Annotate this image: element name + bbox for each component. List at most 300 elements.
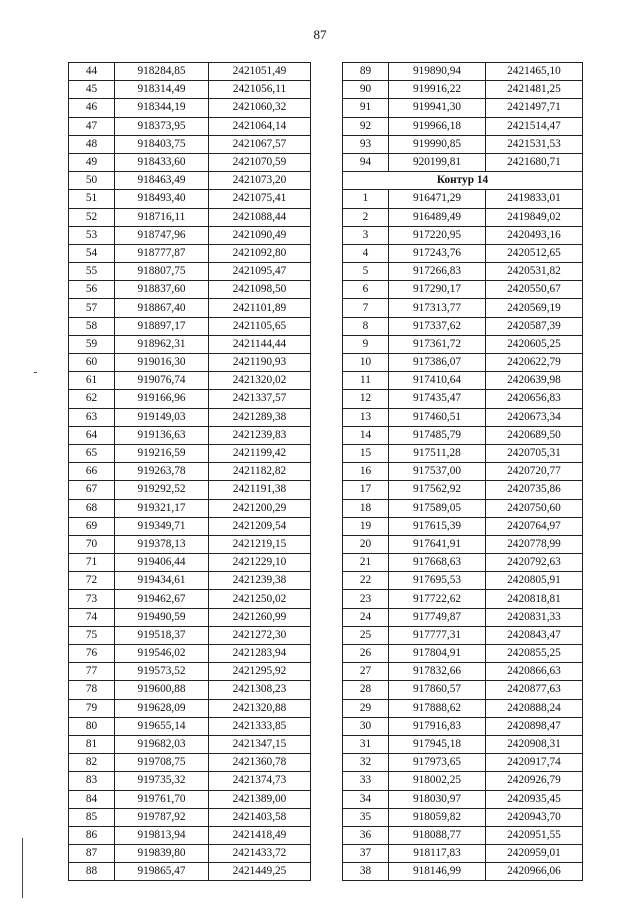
table-row	[343, 317, 583, 335]
y-coordinate-cell: 2421680,71	[486, 153, 583, 171]
point-number-cell: 91	[343, 99, 389, 117]
point-number-cell: 27	[343, 663, 389, 681]
y-coordinate-cell: 2421191,38	[209, 481, 311, 499]
point-number-cell: 90	[343, 81, 389, 99]
x-coordinate-cell: 917832,66	[389, 663, 486, 681]
point-number-cell: 66	[69, 463, 115, 481]
table-row	[69, 572, 311, 590]
point-number-cell: 76	[69, 645, 115, 663]
table-row	[69, 481, 311, 499]
y-coordinate-cell: 2421403,58	[209, 808, 311, 826]
x-coordinate-cell: 917410,64	[389, 372, 486, 390]
page-number: 87	[313, 27, 327, 42]
section-header-row	[343, 172, 583, 190]
point-number-cell: 53	[69, 226, 115, 244]
x-coordinate-cell: 917511,28	[389, 444, 486, 462]
y-coordinate-cell: 2421088,44	[209, 208, 311, 226]
point-number-cell: 82	[69, 754, 115, 772]
y-coordinate-cell: 2420917,74	[486, 754, 583, 772]
y-coordinate-cell: 2421056,11	[209, 81, 311, 99]
y-coordinate-cell: 2421105,65	[209, 317, 311, 335]
point-number-cell: 79	[69, 699, 115, 717]
table-row	[343, 99, 583, 117]
x-coordinate-cell: 917804,91	[389, 645, 486, 663]
table-row	[343, 299, 583, 317]
table-row	[343, 354, 583, 372]
x-coordinate-cell: 919263,78	[115, 463, 209, 481]
y-coordinate-cell: 2419833,01	[486, 190, 583, 208]
x-coordinate-cell: 918716,11	[115, 208, 209, 226]
y-coordinate-cell: 2421308,23	[209, 681, 311, 699]
section-title: Контур 14	[343, 172, 583, 190]
x-coordinate-cell: 918403,75	[115, 135, 209, 153]
point-number-cell: 36	[343, 826, 389, 844]
y-coordinate-cell: 2420750,60	[486, 499, 583, 517]
y-coordinate-cell: 2421092,80	[209, 244, 311, 262]
x-coordinate-cell: 917973,65	[389, 754, 486, 772]
table-row	[69, 645, 311, 663]
table-row	[343, 826, 583, 844]
y-coordinate-cell: 2421090,49	[209, 226, 311, 244]
y-coordinate-cell: 2421101,89	[209, 299, 311, 317]
point-number-cell: 45	[69, 81, 115, 99]
x-coordinate-cell: 919573,52	[115, 663, 209, 681]
table-row	[69, 772, 311, 790]
point-number-cell: 44	[69, 63, 115, 81]
point-number-cell: 56	[69, 281, 115, 299]
x-coordinate-cell: 917266,83	[389, 263, 486, 281]
table-row	[343, 190, 583, 208]
y-coordinate-cell: 2420705,31	[486, 444, 583, 462]
x-coordinate-cell: 919546,02	[115, 645, 209, 663]
x-coordinate-cell: 918897,17	[115, 317, 209, 335]
y-coordinate-cell: 2421182,82	[209, 463, 311, 481]
y-coordinate-cell: 2420818,81	[486, 590, 583, 608]
x-coordinate-cell: 919600,88	[115, 681, 209, 699]
y-coordinate-cell: 2421219,15	[209, 535, 311, 553]
point-number-cell: 84	[69, 790, 115, 808]
x-coordinate-cell: 919149,03	[115, 408, 209, 426]
table-row	[69, 426, 311, 444]
y-coordinate-cell: 2421418,49	[209, 826, 311, 844]
y-coordinate-cell: 2420959,01	[486, 845, 583, 863]
x-coordinate-cell: 917749,87	[389, 608, 486, 626]
point-number-cell: 61	[69, 372, 115, 390]
y-coordinate-cell: 2420569,19	[486, 299, 583, 317]
point-number-cell: 10	[343, 354, 389, 372]
table-row	[343, 63, 583, 81]
y-coordinate-cell: 2420673,34	[486, 408, 583, 426]
point-number-cell: 50	[69, 172, 115, 190]
y-coordinate-cell: 2420898,47	[486, 717, 583, 735]
x-coordinate-cell: 918117,83	[389, 845, 486, 863]
table-row	[343, 426, 583, 444]
x-coordinate-cell: 919990,85	[389, 135, 486, 153]
y-coordinate-cell: 2420764,97	[486, 517, 583, 535]
y-coordinate-cell: 2421481,25	[486, 81, 583, 99]
y-coordinate-cell: 2420605,25	[486, 335, 583, 353]
x-coordinate-cell: 919708,75	[115, 754, 209, 772]
y-coordinate-cell: 2421531,53	[486, 135, 583, 153]
x-coordinate-cell: 919136,63	[115, 426, 209, 444]
stray-mark	[34, 372, 37, 373]
point-number-cell: 75	[69, 626, 115, 644]
point-number-cell: 94	[343, 153, 389, 171]
table-row	[343, 554, 583, 572]
x-coordinate-cell: 917537,00	[389, 463, 486, 481]
y-coordinate-cell: 2420926,79	[486, 772, 583, 790]
point-number-cell: 7	[343, 299, 389, 317]
point-number-cell: 31	[343, 735, 389, 753]
x-coordinate-cell: 919890,94	[389, 63, 486, 81]
point-number-cell: 4	[343, 244, 389, 262]
y-coordinate-cell: 2420512,65	[486, 244, 583, 262]
x-coordinate-cell: 917777,31	[389, 626, 486, 644]
y-coordinate-cell: 2421239,83	[209, 426, 311, 444]
y-coordinate-cell: 2420866,63	[486, 663, 583, 681]
table-row	[69, 372, 311, 390]
point-number-cell: 33	[343, 772, 389, 790]
point-number-cell: 83	[69, 772, 115, 790]
table-row	[69, 717, 311, 735]
y-coordinate-cell: 2420639,98	[486, 372, 583, 390]
x-coordinate-cell: 917722,62	[389, 590, 486, 608]
x-coordinate-cell: 918088,77	[389, 826, 486, 844]
point-number-cell: 19	[343, 517, 389, 535]
point-number-cell: 88	[69, 863, 115, 881]
point-number-cell: 30	[343, 717, 389, 735]
y-coordinate-cell: 2420587,39	[486, 317, 583, 335]
x-coordinate-cell: 919378,13	[115, 535, 209, 553]
y-coordinate-cell: 2420720,77	[486, 463, 583, 481]
y-coordinate-cell: 2421514,47	[486, 117, 583, 135]
table-row	[343, 626, 583, 644]
table-row	[343, 790, 583, 808]
point-number-cell: 25	[343, 626, 389, 644]
x-coordinate-cell: 917361,72	[389, 335, 486, 353]
x-coordinate-cell: 917562,92	[389, 481, 486, 499]
table-row	[343, 263, 583, 281]
x-coordinate-cell: 918837,60	[115, 281, 209, 299]
point-number-cell: 35	[343, 808, 389, 826]
point-number-cell: 34	[343, 790, 389, 808]
point-number-cell: 80	[69, 717, 115, 735]
y-coordinate-cell: 2420935,45	[486, 790, 583, 808]
table-row	[69, 463, 311, 481]
point-number-cell: 3	[343, 226, 389, 244]
x-coordinate-cell: 917485,79	[389, 426, 486, 444]
point-number-cell: 47	[69, 117, 115, 135]
point-number-cell: 64	[69, 426, 115, 444]
table-row	[69, 554, 311, 572]
y-coordinate-cell: 2421433,72	[209, 845, 311, 863]
table-row	[69, 444, 311, 462]
point-number-cell: 1	[343, 190, 389, 208]
y-coordinate-cell: 2421360,78	[209, 754, 311, 772]
table-row	[69, 281, 311, 299]
table-row	[69, 790, 311, 808]
table-row	[343, 281, 583, 299]
x-coordinate-cell: 918962,31	[115, 335, 209, 353]
y-coordinate-cell: 2421295,92	[209, 663, 311, 681]
x-coordinate-cell: 918747,96	[115, 226, 209, 244]
y-coordinate-cell: 2421320,02	[209, 372, 311, 390]
x-coordinate-cell: 918344,19	[115, 99, 209, 117]
x-coordinate-cell: 919016,30	[115, 354, 209, 372]
point-number-cell: 57	[69, 299, 115, 317]
x-coordinate-cell: 918777,87	[115, 244, 209, 262]
y-coordinate-cell: 2421449,25	[209, 863, 311, 881]
y-coordinate-cell: 2421333,85	[209, 717, 311, 735]
x-coordinate-cell: 916489,49	[389, 208, 486, 226]
point-number-cell: 11	[343, 372, 389, 390]
y-coordinate-cell: 2421067,57	[209, 135, 311, 153]
x-coordinate-cell: 917589,05	[389, 499, 486, 517]
x-coordinate-cell: 919839,80	[115, 845, 209, 863]
x-coordinate-cell: 917945,18	[389, 735, 486, 753]
coordinates-table-right	[342, 62, 583, 881]
y-coordinate-cell: 2421283,94	[209, 645, 311, 663]
y-coordinate-cell: 2420735,86	[486, 481, 583, 499]
table-row	[69, 845, 311, 863]
table-row	[69, 117, 311, 135]
y-coordinate-cell: 2420831,33	[486, 608, 583, 626]
y-coordinate-cell: 2420778,99	[486, 535, 583, 553]
table-row	[343, 863, 583, 881]
y-coordinate-cell: 2420877,63	[486, 681, 583, 699]
table-row	[69, 354, 311, 372]
table-row	[343, 681, 583, 699]
x-coordinate-cell: 918314,49	[115, 81, 209, 99]
table-row	[69, 335, 311, 353]
table-row	[343, 535, 583, 553]
x-coordinate-cell: 917860,57	[389, 681, 486, 699]
table-row	[69, 63, 311, 81]
y-coordinate-cell: 2421075,41	[209, 190, 311, 208]
x-coordinate-cell: 917435,47	[389, 390, 486, 408]
y-coordinate-cell: 2421239,38	[209, 572, 311, 590]
point-number-cell: 14	[343, 426, 389, 444]
point-number-cell: 23	[343, 590, 389, 608]
table-row	[343, 645, 583, 663]
y-coordinate-cell: 2420550,67	[486, 281, 583, 299]
table-row	[69, 499, 311, 517]
x-coordinate-cell: 917337,62	[389, 317, 486, 335]
point-number-cell: 74	[69, 608, 115, 626]
y-coordinate-cell: 2421060,32	[209, 99, 311, 117]
point-number-cell: 20	[343, 535, 389, 553]
table-row	[343, 372, 583, 390]
table-row	[69, 299, 311, 317]
point-number-cell: 63	[69, 408, 115, 426]
point-number-cell: 21	[343, 554, 389, 572]
point-number-cell: 52	[69, 208, 115, 226]
table-row	[343, 754, 583, 772]
point-number-cell: 24	[343, 608, 389, 626]
x-coordinate-cell: 919655,14	[115, 717, 209, 735]
x-coordinate-cell: 919406,44	[115, 554, 209, 572]
y-coordinate-cell: 2421497,71	[486, 99, 583, 117]
x-coordinate-cell: 918002,25	[389, 772, 486, 790]
point-number-cell: 55	[69, 263, 115, 281]
x-coordinate-cell: 917615,39	[389, 517, 486, 535]
y-coordinate-cell: 2421250,02	[209, 590, 311, 608]
point-number-cell: 26	[343, 645, 389, 663]
y-coordinate-cell: 2421098,50	[209, 281, 311, 299]
y-coordinate-cell: 2421229,10	[209, 554, 311, 572]
y-coordinate-cell: 2421070,59	[209, 153, 311, 171]
x-coordinate-cell: 919761,70	[115, 790, 209, 808]
x-coordinate-cell: 919787,92	[115, 808, 209, 826]
table-row	[69, 626, 311, 644]
table-row	[69, 135, 311, 153]
table-row	[69, 517, 311, 535]
point-number-cell: 62	[69, 390, 115, 408]
x-coordinate-cell: 917668,63	[389, 554, 486, 572]
point-number-cell: 29	[343, 699, 389, 717]
point-number-cell: 58	[69, 317, 115, 335]
y-coordinate-cell: 2420843,47	[486, 626, 583, 644]
x-coordinate-cell: 919166,96	[115, 390, 209, 408]
table-row	[69, 826, 311, 844]
point-number-cell: 18	[343, 499, 389, 517]
x-coordinate-cell: 919916,22	[389, 81, 486, 99]
y-coordinate-cell: 2421190,93	[209, 354, 311, 372]
y-coordinate-cell: 2421209,54	[209, 517, 311, 535]
x-coordinate-cell: 917290,17	[389, 281, 486, 299]
y-coordinate-cell: 2421095,47	[209, 263, 311, 281]
y-coordinate-cell: 2421272,30	[209, 626, 311, 644]
y-coordinate-cell: 2421199,42	[209, 444, 311, 462]
x-coordinate-cell: 919682,03	[115, 735, 209, 753]
point-number-cell: 70	[69, 535, 115, 553]
point-number-cell: 32	[343, 754, 389, 772]
point-number-cell: 48	[69, 135, 115, 153]
table-row	[69, 663, 311, 681]
x-coordinate-cell: 919518,37	[115, 626, 209, 644]
x-coordinate-cell: 916471,29	[389, 190, 486, 208]
table-row	[343, 481, 583, 499]
table-row	[343, 517, 583, 535]
point-number-cell: 22	[343, 572, 389, 590]
x-coordinate-cell: 917460,51	[389, 408, 486, 426]
table-row	[343, 226, 583, 244]
table-row	[69, 535, 311, 553]
y-coordinate-cell: 2420855,25	[486, 645, 583, 663]
point-number-cell: 8	[343, 317, 389, 335]
margin-line	[22, 838, 23, 898]
point-number-cell: 51	[69, 190, 115, 208]
table-row	[69, 808, 311, 826]
table-row	[343, 699, 583, 717]
table-row	[69, 699, 311, 717]
x-coordinate-cell: 917386,07	[389, 354, 486, 372]
table-row	[69, 99, 311, 117]
point-number-cell: 67	[69, 481, 115, 499]
x-coordinate-cell: 918059,82	[389, 808, 486, 826]
x-coordinate-cell: 920199,81	[389, 153, 486, 171]
table-row	[69, 153, 311, 171]
table-row	[69, 408, 311, 426]
y-coordinate-cell: 2421200,29	[209, 499, 311, 517]
point-number-cell: 77	[69, 663, 115, 681]
table-row	[343, 244, 583, 262]
x-coordinate-cell: 919292,52	[115, 481, 209, 499]
point-number-cell: 46	[69, 99, 115, 117]
x-coordinate-cell: 918146,99	[389, 863, 486, 881]
table-row	[69, 208, 311, 226]
y-coordinate-cell: 2420805,91	[486, 572, 583, 590]
y-coordinate-cell: 2420966,06	[486, 863, 583, 881]
y-coordinate-cell: 2421051,49	[209, 63, 311, 81]
x-coordinate-cell: 919865,47	[115, 863, 209, 881]
y-coordinate-cell: 2421465,10	[486, 63, 583, 81]
table-row	[343, 735, 583, 753]
point-number-cell: 9	[343, 335, 389, 353]
x-coordinate-cell: 919966,18	[389, 117, 486, 135]
x-coordinate-cell: 917916,83	[389, 717, 486, 735]
point-number-cell: 86	[69, 826, 115, 844]
table-row	[69, 590, 311, 608]
table-row	[343, 117, 583, 135]
x-coordinate-cell: 918373,95	[115, 117, 209, 135]
x-coordinate-cell: 917313,77	[389, 299, 486, 317]
y-coordinate-cell: 2421289,38	[209, 408, 311, 426]
table-row	[343, 808, 583, 826]
point-number-cell: 16	[343, 463, 389, 481]
table-row	[69, 172, 311, 190]
x-coordinate-cell: 918030,97	[389, 790, 486, 808]
point-number-cell: 2	[343, 208, 389, 226]
y-coordinate-cell: 2420792,63	[486, 554, 583, 572]
table-row	[343, 153, 583, 171]
y-coordinate-cell: 2421260,99	[209, 608, 311, 626]
point-number-cell: 68	[69, 499, 115, 517]
y-coordinate-cell: 2420531,82	[486, 263, 583, 281]
table-row	[343, 663, 583, 681]
x-coordinate-cell: 918433,60	[115, 153, 209, 171]
y-coordinate-cell: 2420689,50	[486, 426, 583, 444]
y-coordinate-cell: 2421064,14	[209, 117, 311, 135]
y-coordinate-cell: 2420493,16	[486, 226, 583, 244]
point-number-cell: 87	[69, 845, 115, 863]
point-number-cell: 28	[343, 681, 389, 699]
y-coordinate-cell: 2420622,79	[486, 354, 583, 372]
point-number-cell: 37	[343, 845, 389, 863]
table-row	[69, 263, 311, 281]
x-coordinate-cell: 917695,53	[389, 572, 486, 590]
x-coordinate-cell: 919735,32	[115, 772, 209, 790]
table-row	[69, 81, 311, 99]
point-number-cell: 93	[343, 135, 389, 153]
table-row	[343, 717, 583, 735]
y-coordinate-cell: 2420951,55	[486, 826, 583, 844]
y-coordinate-cell: 2420888,24	[486, 699, 583, 717]
y-coordinate-cell: 2421347,15	[209, 735, 311, 753]
point-number-cell: 17	[343, 481, 389, 499]
point-number-cell: 6	[343, 281, 389, 299]
table-row	[69, 190, 311, 208]
table-row	[343, 608, 583, 626]
table-row	[343, 335, 583, 353]
x-coordinate-cell: 919490,59	[115, 608, 209, 626]
point-number-cell: 72	[69, 572, 115, 590]
x-coordinate-cell: 917243,76	[389, 244, 486, 262]
x-coordinate-cell: 918807,75	[115, 263, 209, 281]
point-number-cell: 5	[343, 263, 389, 281]
x-coordinate-cell: 918493,40	[115, 190, 209, 208]
point-number-cell: 54	[69, 244, 115, 262]
